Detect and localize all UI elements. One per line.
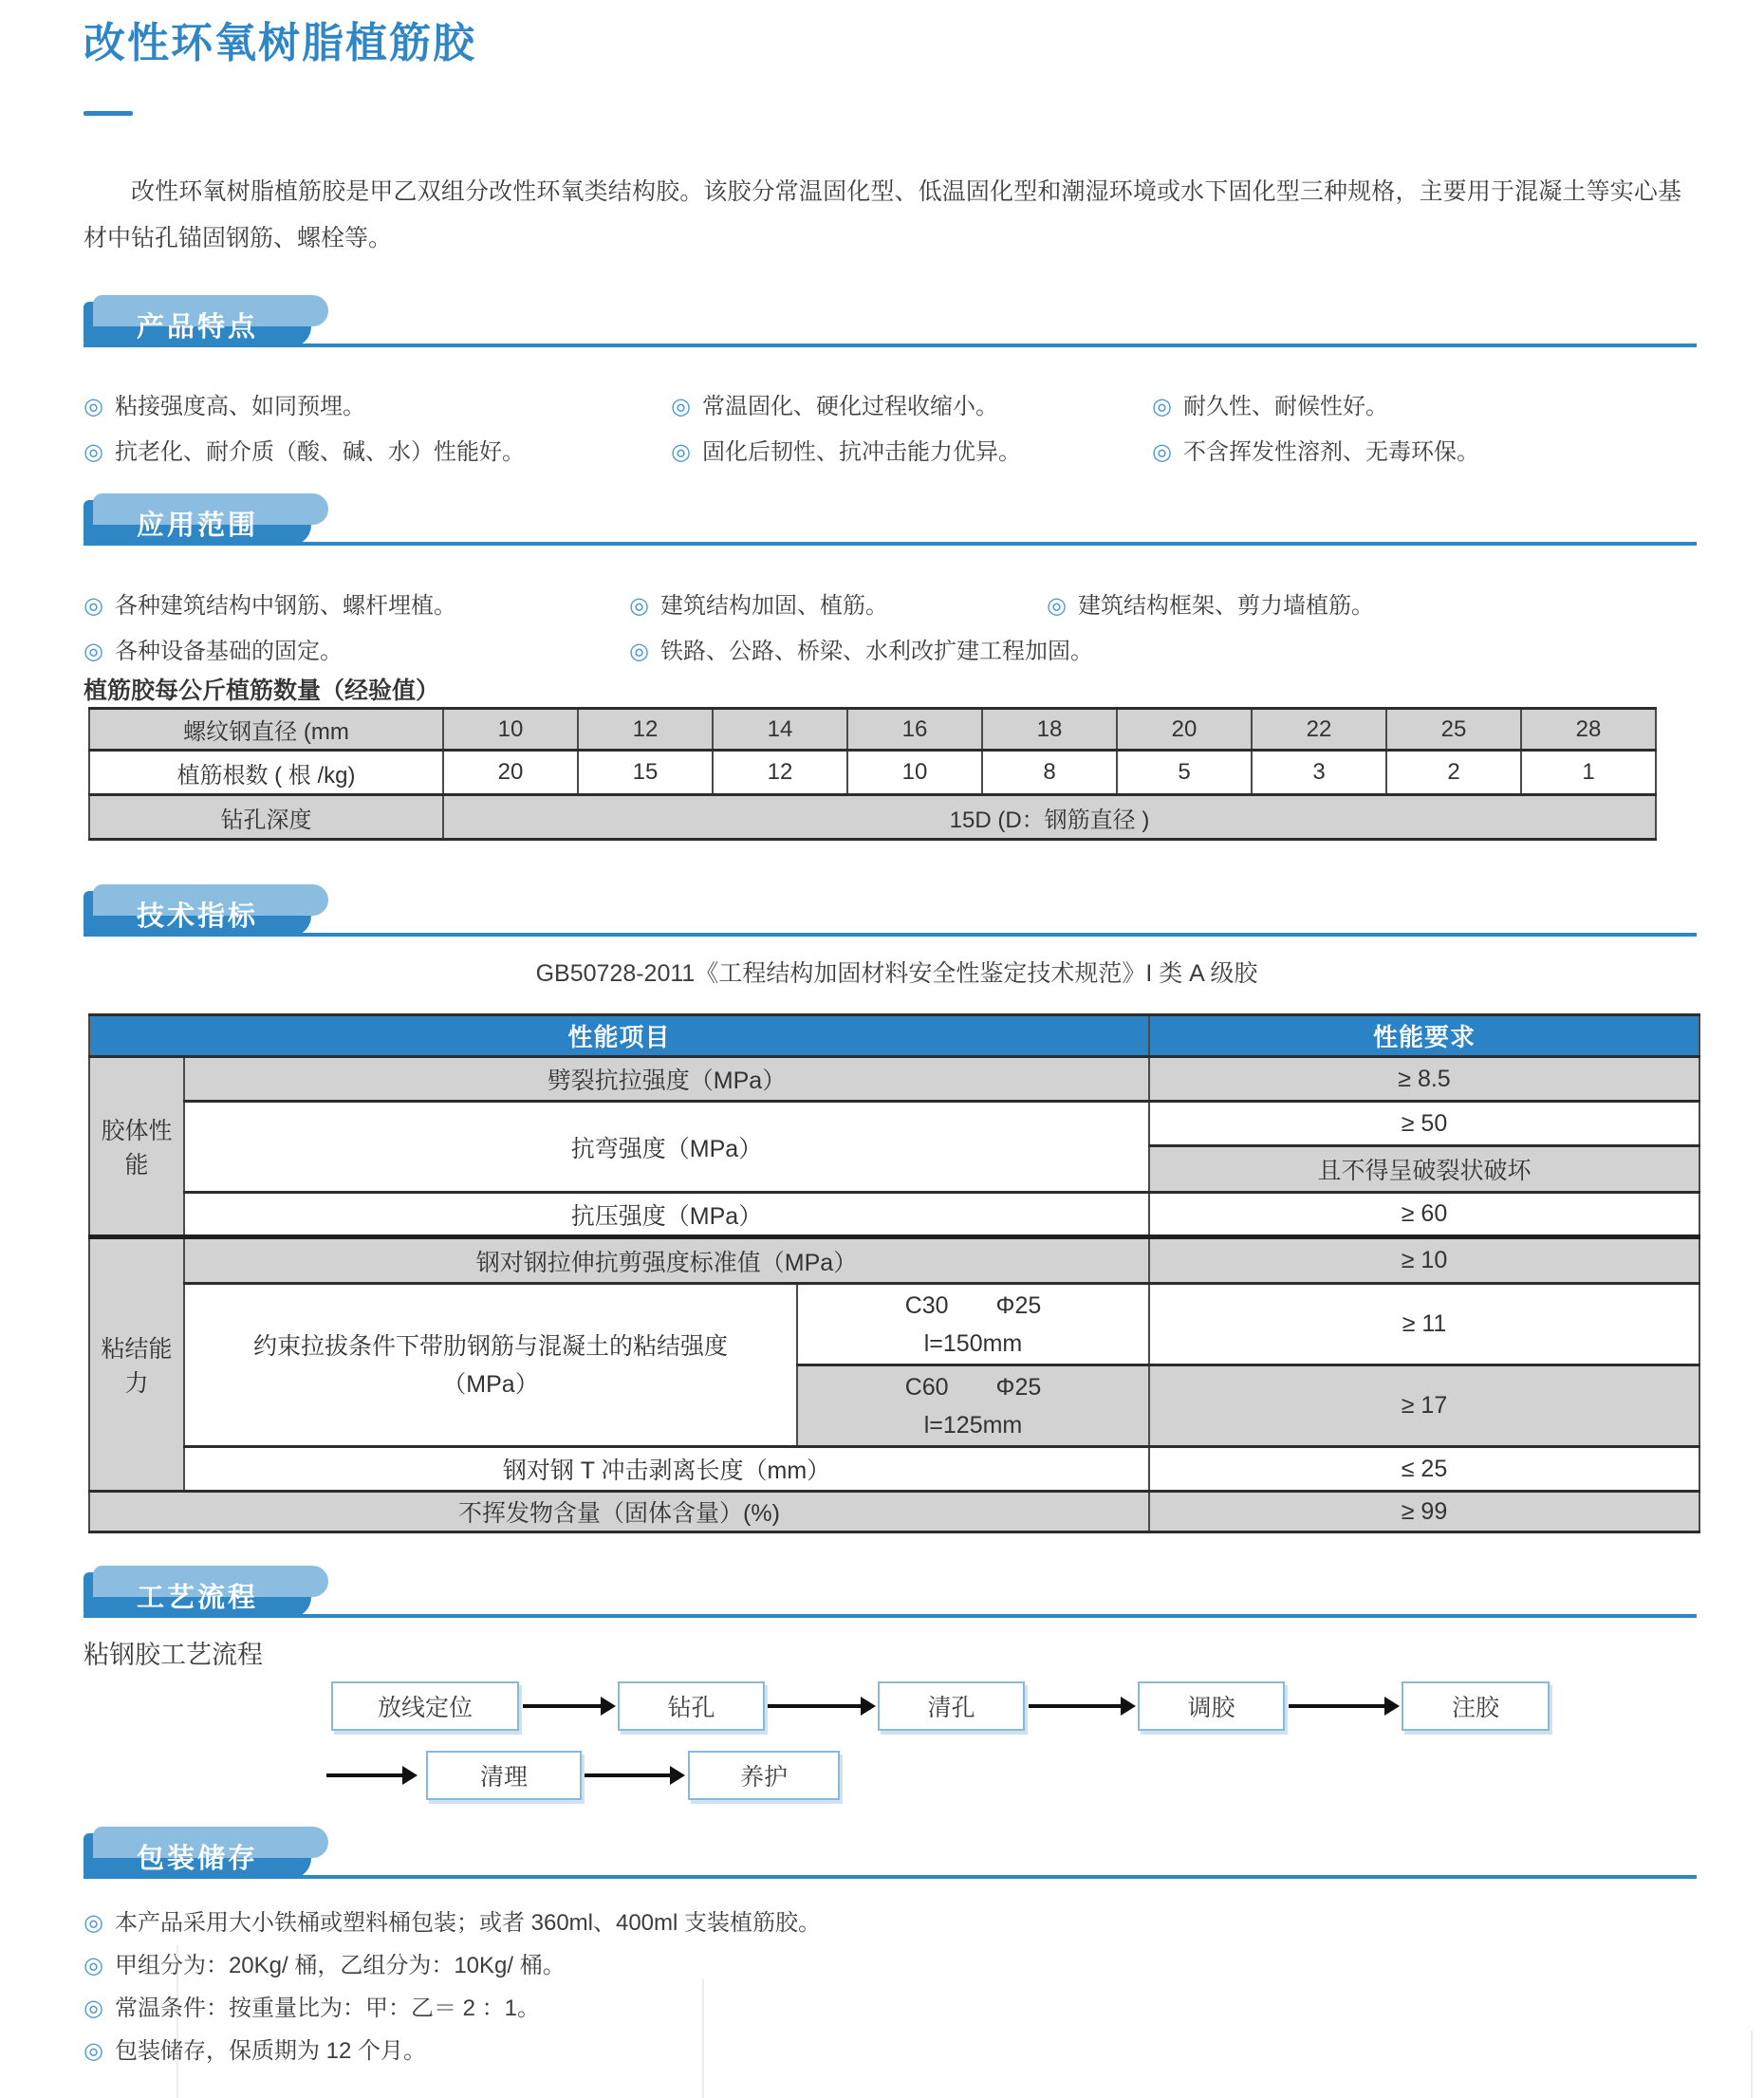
section-tab-tech-specs [84, 891, 311, 937]
page-title: 改性环氧树脂植筋胶 [84, 20, 476, 66]
bullet-text: 粘接强度高、如同预埋。 [114, 394, 365, 419]
section-underline [84, 1875, 1697, 1879]
dosage-table [88, 707, 1657, 841]
bullseye-bullet-icon: ◎ [629, 593, 649, 619]
count-value: 15 [578, 751, 713, 795]
application-bullet [629, 586, 888, 620]
bullet-text: 各种设备基础的固定。 [114, 639, 343, 664]
dosage-table-title: 植筋胶每公斤植筋数量（经验值） [84, 678, 440, 704]
diameter-value: 10 [443, 709, 578, 751]
bullseye-bullet-icon: ◎ [84, 593, 103, 619]
diameter-value: 16 [847, 709, 982, 751]
flow-step-drill: 钻孔 [618, 1681, 765, 1731]
watermark [702, 1978, 704, 2098]
bullet-text: 常温固化、硬化过程收缩小。 [701, 394, 998, 419]
row-header-depth: 钻孔深度 [89, 795, 443, 840]
depth-value: 15D (D：钢筋直径 ) [443, 795, 1656, 840]
section-title: 产品特点 [136, 311, 258, 343]
packaging-bullet [84, 1989, 540, 2022]
spec-requirement: ≥ 8.5 [1149, 1057, 1699, 1102]
bullet-text: 甲组分为：20Kg/ 桶，乙组分为：10Kg/ 桶。 [114, 1953, 566, 1978]
count-value: 10 [847, 751, 982, 795]
bullet-text: 不含挥发性溶剂、无毒环保。 [1182, 439, 1479, 465]
flow-arrow-icon [523, 1704, 601, 1708]
section-underline [84, 542, 1697, 546]
bullet-text: 固化后韧性、抗冲击能力优异。 [701, 439, 1021, 465]
bullet-text: 常温条件：按重量比为：甲：乙＝ 2 ：1。 [114, 1996, 540, 2021]
bullseye-bullet-icon: ◎ [84, 1910, 103, 1936]
diameter-value: 25 [1386, 709, 1521, 751]
section-tab-process [84, 1572, 311, 1618]
count-value: 3 [1252, 751, 1386, 795]
count-value: 5 [1117, 751, 1252, 795]
flow-arrow-icon [1029, 1704, 1121, 1708]
spec-requirement: ≥ 17 [1149, 1365, 1699, 1447]
feature-bullet [671, 433, 1021, 466]
watermark [1751, 2031, 1753, 2098]
spec-item: 不挥发物含量（固体含量）(%) [89, 1492, 1149, 1532]
packaging-bullet [84, 1946, 566, 1979]
count-value: 2 [1386, 751, 1521, 795]
bullseye-bullet-icon: ◎ [1152, 394, 1172, 419]
spec-item: 抗弯强度（MPa） [184, 1102, 1149, 1193]
bullseye-bullet-icon: ◎ [84, 394, 103, 419]
flow-step-cleanup: 清理 [426, 1751, 582, 1800]
diameter-value: 12 [578, 709, 713, 751]
spec-requirement: ≥ 50 [1149, 1102, 1699, 1146]
section-title: 技术指标 [136, 900, 258, 932]
bullseye-bullet-icon: ◎ [671, 394, 691, 419]
bullseye-bullet-icon: ◎ [84, 2038, 103, 2064]
diameter-value: 18 [982, 709, 1117, 751]
spec-item-line: 约束拉拔条件下带肋钢筋与混凝土的粘结强度 [252, 1332, 728, 1360]
feature-bullet [1152, 387, 1388, 420]
group-label-bond-capability: 粘结能力 [89, 1237, 184, 1492]
section-tab-applications [84, 500, 311, 546]
section-underline [84, 933, 1697, 937]
flow-step-clean-hole: 清孔 [878, 1681, 1025, 1731]
bullseye-bullet-icon: ◎ [1152, 439, 1172, 465]
bullet-text: 铁路、公路、桥梁、水利改扩建工程加固。 [659, 639, 1093, 664]
bullseye-bullet-icon: ◎ [84, 439, 103, 465]
process-subtitle: 粘钢胶工艺流程 [84, 1641, 263, 1669]
application-bullet [84, 586, 456, 620]
condition-line: l=125mm [923, 1411, 1023, 1439]
watermark [176, 1945, 178, 2098]
bullseye-bullet-icon: ◎ [629, 639, 649, 664]
bullseye-bullet-icon: ◎ [84, 1996, 103, 2021]
spec-item-line: （MPa） [442, 1370, 539, 1398]
condition-line: C60 Φ25 [904, 1373, 1042, 1401]
spec-requirement: ≥ 10 [1149, 1237, 1699, 1284]
column-header-requirement: 性能要求 [1149, 1015, 1699, 1057]
row-header-diameter: 螺纹钢直径 (mm [89, 709, 443, 751]
diameter-value: 20 [1117, 709, 1252, 751]
bullet-text: 各种建筑结构中钢筋、螺杆埋植。 [114, 593, 456, 619]
feature-bullet [671, 387, 998, 420]
spec-requirement: ≤ 25 [1149, 1447, 1699, 1492]
bullseye-bullet-icon: ◎ [1047, 593, 1067, 619]
bullet-text: 建筑结构框架、剪力墙植筋。 [1077, 593, 1374, 619]
condition-line: C30 Φ25 [904, 1291, 1042, 1319]
spec-item: 劈裂抗拉强度（MPa） [184, 1057, 1149, 1102]
packaging-bullet [84, 1903, 821, 1937]
count-value: 1 [1521, 751, 1656, 795]
title-dash-divider [84, 111, 133, 116]
section-tab-features [84, 302, 311, 347]
bullseye-bullet-icon: ◎ [671, 439, 691, 465]
spec-requirement-note: 且不得呈破裂状破坏 [1149, 1146, 1699, 1193]
bullet-text: 本产品采用大小铁桶或塑料桶包装；或者 360ml、400ml 支装植筋胶。 [114, 1910, 822, 1936]
count-value: 12 [713, 751, 847, 795]
bullet-text: 抗老化、耐介质（酸、碱、水）性能好。 [114, 439, 525, 465]
application-bullet [1047, 586, 1374, 620]
intro-paragraph: 改性环氧树脂植筋胶是甲乙双组分改性环氧类结构胶。该胶分常温固化型、低温固化型和潮湿环境或水下固化型三种规格，主要用于混凝土等实心基材中钻孔锚固钢筋、螺栓等。 [84, 178, 1681, 251]
diameter-value: 28 [1521, 709, 1656, 751]
bullseye-bullet-icon: ◎ [84, 1953, 103, 1978]
spec-item: 钢对钢 T 冲击剥离长度（mm） [184, 1447, 1149, 1492]
column-header-item: 性能项目 [89, 1015, 1149, 1057]
section-underline [84, 1614, 1697, 1618]
section-title: 应用范围 [136, 510, 258, 541]
section-title: 工艺流程 [136, 1582, 258, 1613]
spec-condition [797, 1365, 1149, 1447]
packaging-bullet [84, 2032, 426, 2065]
count-value: 20 [443, 751, 578, 795]
spec-requirement: ≥ 11 [1149, 1284, 1699, 1365]
application-bullet [84, 632, 343, 665]
count-value: 8 [982, 751, 1117, 795]
standard-reference: GB50728-2011《工程结构加固材料安全性鉴定技术规范》I 类 A 级胶 [535, 960, 1258, 987]
flow-step-inject-glue: 注胶 [1402, 1681, 1550, 1731]
flow-arrow-icon [1289, 1704, 1384, 1708]
row-header-count: 植筋根数 ( 根 /kg) [89, 751, 443, 795]
feature-bullet [1152, 433, 1479, 466]
group-label-body-performance: 胶体性能 [89, 1057, 184, 1237]
feature-bullet [84, 387, 365, 420]
flow-arrow-icon [585, 1773, 670, 1777]
feature-bullet [84, 433, 525, 466]
bullseye-bullet-icon: ◎ [84, 639, 103, 664]
spec-item: 钢对钢拉伸抗剪强度标准值（MPa） [184, 1237, 1149, 1284]
spec-requirement: ≥ 60 [1149, 1193, 1699, 1237]
section-title: 包装储存 [136, 1843, 258, 1874]
diameter-value: 22 [1252, 709, 1386, 751]
spec-condition [797, 1284, 1149, 1365]
bullet-text: 包装储存，保质期为 12 个月。 [114, 2038, 426, 2064]
spec-item: 抗压强度（MPa） [184, 1193, 1149, 1237]
section-underline [84, 343, 1697, 347]
flow-arrow-icon [768, 1704, 861, 1708]
diameter-value: 14 [713, 709, 847, 751]
spec-requirement: ≥ 99 [1149, 1492, 1699, 1532]
flow-arrow-icon [326, 1773, 402, 1777]
flow-step-mix-glue: 调胶 [1138, 1681, 1285, 1731]
condition-line: l=150mm [923, 1329, 1023, 1357]
application-bullet [629, 632, 1093, 665]
bullet-text: 耐久性、耐候性好。 [1182, 394, 1388, 419]
bullet-text: 建筑结构加固、植筋。 [659, 593, 888, 619]
flow-step-layout: 放线定位 [331, 1681, 519, 1731]
spec-item [184, 1284, 797, 1447]
tech-specs-table [88, 1013, 1700, 1533]
section-tab-packaging [84, 1833, 311, 1879]
flow-step-curing: 养护 [688, 1751, 840, 1800]
